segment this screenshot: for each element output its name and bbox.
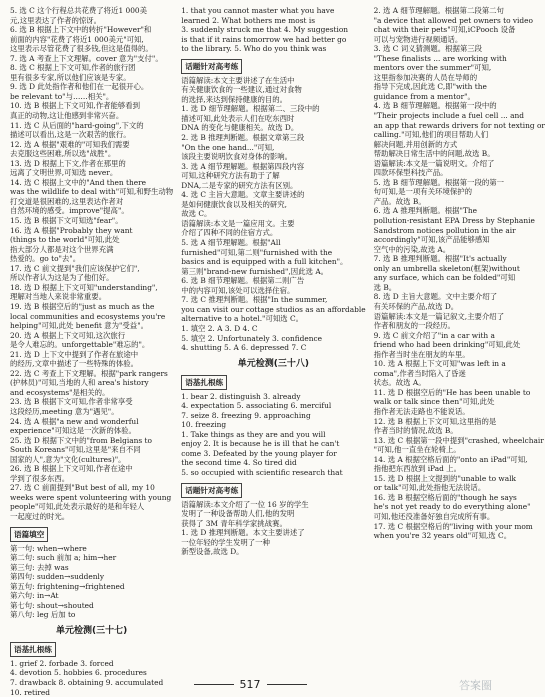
answer-line: 作者和朋友的一段经历。 bbox=[373, 321, 455, 331]
answer-line: alternative to a hotel."可知选 C。 bbox=[181, 314, 304, 324]
answer-line: 1. grief 2. forbade 3. forced bbox=[10, 658, 114, 668]
answer-line: 第三句: 去掉 was bbox=[10, 562, 69, 572]
answer-line: and ecosystems"是相关的。 bbox=[10, 387, 110, 397]
answer-line: 可知,他还没准备好独自完成所有事。 bbox=[373, 511, 495, 521]
answer-line: 8. 选 D 主旨大意题。文中主要介绍了 bbox=[373, 292, 498, 302]
answer-line: South Koreans"可知,这里是"来自不同 bbox=[10, 445, 141, 455]
answer-line: you can visit our cottage studios as an affordable bbox=[181, 304, 366, 314]
answer-line: (护林员)"可知,当地的人和 area's history bbox=[10, 378, 149, 388]
answer-line: 12. 选 A 根据"艰难的"可知我们需要 bbox=[10, 139, 130, 149]
answer-line: 语篇解读:本文是一篇应用文。主要 bbox=[181, 218, 295, 228]
answer-line: 前面的内容"花费了将近1 000美元"可知, bbox=[10, 34, 144, 44]
unit-title: 单元检测(三十八) bbox=[237, 358, 310, 369]
answer-line: 第六句: in→At bbox=[10, 591, 59, 601]
answer-line: the second time 4. So tired did bbox=[181, 458, 297, 468]
answer-line: 元,这里表达了作者的惊讶。 bbox=[10, 15, 102, 25]
answer-line: 4. 选 B 细节理解题。根据第一段中的 bbox=[373, 101, 497, 111]
answer-line: 6. 选 B 细节理解题。根据第二则广告 bbox=[181, 276, 305, 286]
answer-line: 11. 选 D 根据空后的"He has been unable to bbox=[373, 387, 531, 397]
answer-line: 16. 选 B 根据空格后面的"though he says bbox=[373, 492, 517, 502]
section-header: 话题针对高考练 bbox=[181, 483, 242, 498]
answer-line: 产品。故选 B。 bbox=[373, 196, 426, 206]
answer-line: 第二句: such 前加 a; him→her bbox=[10, 553, 117, 563]
answer-line: DNA 的变化与健康相关。故选 D。 bbox=[181, 123, 299, 133]
answer-line: 5. 选 B 细节理解题。根据第一段的第一 bbox=[373, 177, 505, 187]
answer-line: "Their projects include a fuel cell ... and bbox=[373, 111, 525, 121]
answer-line: 2. 选 A 细节理解题。根据第二段第二句 bbox=[373, 6, 504, 15]
answer-line: weeks were spent volunteering with young bbox=[10, 492, 172, 502]
page-footer bbox=[0, 678, 500, 691]
answer-line: 23. 选 B 根据下文可知,作者非常享受 bbox=[10, 397, 133, 407]
answer-line: "These finalists ... are working with bbox=[373, 53, 507, 63]
answer-line: 描述可以看出,这是一次艰苦的旅行。 bbox=[10, 130, 131, 140]
answer-line: 远离了文明世界,可知选 never。 bbox=[10, 168, 118, 178]
answer-line: 1. 填空 2. A 3. D 4. C bbox=[181, 323, 258, 333]
column-left bbox=[10, 6, 174, 697]
answer-line: 作者当时的情况,故选 B。 bbox=[373, 426, 458, 436]
answer-line: 故选 C。 bbox=[181, 209, 212, 219]
answer-line: helping"可知,此处 benefit 意为"受益"。 bbox=[10, 321, 148, 331]
answer-line: 空气中的污染,故选 A。 bbox=[373, 244, 451, 254]
answer-line: calling."可知,他们的项目帮助人们 bbox=[373, 130, 489, 140]
answer-line: friend who had been drinking"可知,此处 bbox=[373, 340, 521, 350]
answer-line: 一起度过的时光。 bbox=[10, 511, 70, 521]
answer-line: 可以与宠物进行视频通话。 bbox=[373, 34, 463, 44]
answer-line: 第一句: when→where bbox=[10, 543, 87, 553]
unit-title: 单元检测(三十七) bbox=[55, 625, 128, 636]
page-number: 517 bbox=[239, 678, 261, 691]
answer-line: 10. 选 B 根据上下文可知,作者能够看到 bbox=[10, 101, 141, 111]
answer-line: 3. 选 A 细节理解题。根据第四段内容 bbox=[181, 161, 305, 171]
answer-line: 1. that you cannot master what you have bbox=[181, 6, 335, 15]
answer-line: Sandstrom notices pollution in the air bbox=[373, 225, 516, 235]
answer-line: 指作者无法走路也不能说话。 bbox=[373, 406, 470, 416]
answer-line: he's not yet ready to do everything alone" bbox=[373, 502, 531, 512]
answer-line: basics and is equipped with a full kitchen"。 bbox=[181, 257, 348, 267]
answer-line: come 3. Defeated by the young player for bbox=[181, 448, 337, 458]
answer-line: 3. 选 C 词义猜测题。根据第三段 bbox=[373, 44, 483, 54]
answer-line: 14. 选 A 根据空格后面的"onto an iPad"可知, bbox=[373, 454, 528, 464]
answer-line: "a device that allowed pet owners to video bbox=[373, 15, 533, 25]
answer-line: 里有很多专家,所以他们应该是专家。 bbox=[10, 72, 131, 82]
answer-line: 指导下完成,因此选 C,即"with the bbox=[373, 82, 487, 92]
answer-line: coma",作者当时陷入了昏迷 bbox=[373, 368, 466, 378]
answer-line: only an umbrella skeleton(框架)without bbox=[373, 263, 520, 273]
answer-line: 是令人难忘的。unforgettable"难忘的"。 bbox=[10, 340, 150, 350]
answer-line: local communities and ecosystems you're bbox=[10, 311, 166, 321]
answer-line: 自然环境的感受。improve"提高"。 bbox=[10, 206, 129, 216]
answer-line: 6. 选 B 根据上下文中的转折"However"和 bbox=[10, 25, 152, 35]
answer-line: 4. 选 C 主旨大意题。文章主要讲述的 bbox=[181, 190, 305, 200]
answer-line: 5. 填空 2. Unfortunately 3. confidence bbox=[181, 333, 323, 343]
answer-line: was the wildlife to deal with"可知,和野生动物 bbox=[10, 187, 174, 197]
answer-line: 语篇解读:本文是一篇说明文。介绍了 bbox=[373, 158, 495, 168]
answer-line: 12. 选 B 根据上下文可知,这里指的是 bbox=[373, 416, 497, 426]
answer-line: 状态。故选 A。 bbox=[373, 378, 426, 388]
answer-line: to the library. 5. Who do you think was bbox=[181, 44, 327, 54]
answer-line: 10. retired bbox=[10, 687, 50, 697]
column-middle bbox=[181, 6, 365, 656]
answer-line: 1. 选 D 推理判断题。本文主要讲述了 bbox=[181, 528, 305, 538]
answer-line: chat with their pets"可知,iCPooch 设备 bbox=[373, 25, 516, 35]
answer-line: 4. shutting 5. A 6. depressed 7. C bbox=[181, 343, 307, 353]
section-header: 语基扎根练 bbox=[10, 642, 56, 657]
answer-line: 10. freezing bbox=[181, 420, 227, 430]
answer-line: 的选择,来达到保持健康的目的。 bbox=[181, 94, 288, 104]
answer-line: 打交道是很困难的,这里表达作者对 bbox=[10, 196, 124, 206]
answer-line: 这里指参加决赛的人员在导师的 bbox=[373, 72, 478, 82]
column-right bbox=[374, 6, 545, 656]
answer-line: learned 2. What bothers me most is bbox=[181, 15, 315, 25]
answer-line: 16. 选 A 根据"Probably they want bbox=[10, 225, 133, 235]
answer-line: 24. 选 A 根据"a new and wonderful bbox=[10, 416, 139, 426]
answer-line: 1. Take things as they are and you will bbox=[181, 429, 326, 439]
answer-line: 7. drawback 8. obtaining 9. accumulated bbox=[10, 678, 164, 687]
answer-line: 17. 选 C 前文提到"我们应该保护它们", bbox=[10, 263, 140, 273]
answer-line: pollution-resistant EPA Dress by Stephanie bbox=[373, 216, 535, 226]
answer-line: 26. 选 B 根据上下文可知,作者在途中 bbox=[10, 464, 133, 474]
answer-line: 13. 选 C 根据第一段中提到"crashed, wheelchair bbox=[373, 435, 544, 445]
answer-line: 指作者当时坐在朋友的车里。 bbox=[373, 349, 470, 359]
answer-line: 20. 选 A 根据上下文可知,这次旅行 bbox=[10, 330, 126, 340]
answer-line: 第五句: frightening→frightened bbox=[10, 581, 125, 591]
answer-line: 的经历,文章中描述了一些特殊的体验。 bbox=[10, 359, 138, 369]
answer-line: 第八句: leg 后加 to bbox=[10, 610, 76, 620]
answer-line: 25. 选 D 根据下文中的"from Belgians to bbox=[10, 435, 152, 445]
answer-line: when you're 32 years old"可知,选 C。 bbox=[373, 531, 512, 541]
section-header: 话题针对高考练 bbox=[181, 59, 242, 74]
answer-line: 学到了很多东西。 bbox=[10, 473, 70, 483]
answer-line: 27. 选 C 前面提到"But best of all, my 10 bbox=[10, 483, 155, 493]
answer-line: be relevant to"与……相关"。 bbox=[10, 91, 114, 101]
answer-line: 13. 选 D 根据上下文,作者在那里的 bbox=[10, 158, 126, 168]
answer-line: 帮助解决日常生活中的问题,故选 B。 bbox=[373, 149, 495, 159]
answer-line: 4. expectation 5. associating 6. merciful bbox=[181, 401, 332, 411]
answer-line: 15. 选 B 根据下文可知选"fear"。 bbox=[10, 216, 123, 226]
answer-line: "可知,他一直坐在轮椅上。 bbox=[373, 445, 461, 455]
answer-line: accordingly"可知,该产品能够感知 bbox=[373, 235, 490, 245]
answer-line: 指他把东西放到 iPad 上。 bbox=[373, 464, 461, 474]
answer-line: 22. 选 C 考查上下文理解。根据"park rangers bbox=[10, 368, 168, 378]
answer-line: 所以作者认为这是为了他们好。 bbox=[10, 273, 114, 283]
answer-line: 8. 选 C 根据上下文可知,作者的旅行团 bbox=[10, 63, 136, 73]
answer-line: 7. seize 8. freezing 9. approaching bbox=[181, 410, 311, 420]
answer-line: 热爱的。go to"去"。 bbox=[10, 254, 81, 264]
answer-line: (things to the world"可知,此处 bbox=[10, 235, 120, 245]
answer-line: 17. 选 C 根据空格后的"living with your mom bbox=[373, 521, 533, 531]
answer-line: 语篇解读:本文介绍了一位 16 岁的学生 bbox=[181, 499, 309, 509]
answer-line: 10. 选 A 根据上下文可知"was left in a bbox=[373, 359, 506, 369]
answer-line: is that if it rains tomorrow we had better go bbox=[181, 34, 347, 44]
answer-line: 解决问题,并用创新的方式 bbox=[373, 139, 458, 149]
answer-line: 21. 选 D 上下文中提到了作者在旅途中 bbox=[10, 349, 139, 359]
answer-line: 这里表示尽管花费了很多钱,但这是值得的。 bbox=[10, 44, 153, 54]
answer-line: walk or talk since then"可知,此处 bbox=[373, 397, 495, 407]
answer-line: 3. suddenly struck me that 4. My suggestion bbox=[181, 25, 349, 35]
answer-line: 19. 选 B 根据空后的"just as much as the bbox=[10, 301, 155, 311]
answer-line: 4. devotion 5. hobbies 6. procedures bbox=[10, 668, 147, 678]
answer-line: 指大部分人都是对这个世界充满 bbox=[10, 244, 114, 254]
answer-line: mentors over the summer"可知, bbox=[373, 63, 492, 73]
answer-line: 介绍了四种不同的住宿方式。 bbox=[181, 228, 278, 238]
answer-line: 中的内容可知,该处可以选择住宿。 bbox=[181, 285, 295, 295]
answer-line: an app that rewards drivers for not texting or bbox=[373, 120, 545, 130]
answer-line: 9. 选 C 前文介绍了"in a car with a bbox=[373, 330, 495, 340]
answer-line: 可知,这种研究方法有助于了解 bbox=[181, 171, 280, 181]
answer-line: 四款环保型科技产品。 bbox=[373, 168, 448, 178]
answer-line: 6. 选 A 推理判断题。根据"The bbox=[373, 206, 478, 216]
answer-line: 第四句: sudden→suddenly bbox=[10, 572, 105, 582]
answer-line: 一位年轻的学生发明了一种 bbox=[181, 537, 270, 547]
answer-line: 语篇解读:本文是一篇记叙文,主要介绍了 bbox=[373, 311, 505, 321]
answer-line: 1. bear 2. distinguish 3. already bbox=[181, 391, 301, 401]
answer-line: "On the one hand..."可知, bbox=[181, 142, 275, 152]
answer-line: 是如何健康饮食以及相关的研究, bbox=[181, 199, 288, 209]
answer-line: any surface, which can be folded"可知 bbox=[373, 273, 516, 283]
answer-line: furnished"可知,第二则"furnished with the bbox=[181, 247, 333, 257]
answer-line: 7. 选 C 推理判断题。根据"In the summer, bbox=[181, 295, 328, 305]
answer-line: 有关环保的产品,故选 D。 bbox=[373, 301, 459, 311]
answer-line: 18. 选 D 根据上下文可知"understanding", bbox=[10, 282, 158, 292]
answer-line: 5. so occupied with scientific research that bbox=[181, 467, 343, 477]
answer-line: or talk"可知,此处指他无法说话。 bbox=[373, 483, 486, 493]
answer-line: 5. 选 C 这个行程总共花费了将近1 000美 bbox=[10, 6, 147, 15]
answer-line: 2. 选 B 推理判断题。根据文章第三段 bbox=[181, 133, 305, 143]
answer-line: guidance from a mentor"。 bbox=[373, 91, 475, 101]
answer-line: 第七句: shout→shouted bbox=[10, 600, 94, 610]
answer-line: 5. 选 A 细节理解题。根据"All bbox=[181, 238, 281, 248]
answer-line: 真正的动物,这让他感到非常兴奋。 bbox=[10, 111, 124, 121]
answer-line: 新型设备,故选 D。 bbox=[181, 547, 244, 557]
watermark-logo: 答案圈 bbox=[459, 679, 492, 692]
answer-line: 语篇解读:本文主要讲述了在生活中 bbox=[181, 75, 295, 85]
answer-line: 描述可知,此处表示人们在吃东西时 bbox=[181, 113, 295, 123]
answer-line: 14. 选 C 根据上文中的"And then there bbox=[10, 177, 146, 187]
answer-line: 有关健康饮食的一些建议,通过对食物 bbox=[181, 85, 302, 95]
answer-line: 15. 选 D 根据上文提到的"unable to walk bbox=[373, 473, 516, 483]
answer-line: 第三则"brand-new furnished",因此选 A。 bbox=[181, 266, 329, 276]
section-header: 语篇填空 bbox=[10, 527, 48, 542]
answer-line: 国家的人",意为"文化(cultures)"。 bbox=[10, 454, 126, 464]
answer-line: 选 B。 bbox=[373, 282, 397, 292]
answer-line: 该段主要说明饮食对身体的影响。 bbox=[181, 152, 293, 162]
answer-line: DNA,二是专家的研究方法有区别。 bbox=[181, 180, 298, 190]
answer-line: 句可知,是一项有关环境保护的 bbox=[373, 187, 473, 197]
answer-line: 1. 选 D 细节理解题。根据第二、三段中的 bbox=[181, 104, 320, 114]
answer-line: 7. 选 B 推理判断题。根据"It's actually bbox=[373, 254, 507, 264]
answer-line: 7. 选 A 考查上下文理解。cover 意为"支付"。 bbox=[10, 53, 163, 63]
answer-line: 9. 选 D 此处指作者和他们在一起很开心。 bbox=[10, 82, 149, 92]
answer-line: 发明了一种设备帮助人们,他的发明 bbox=[181, 509, 295, 519]
answer-line: experience"可知这是一次新的体验。 bbox=[10, 426, 136, 436]
section-header: 语基扎根练 bbox=[181, 375, 227, 390]
answer-line: 获得了 3M 青年科学家挑战赛。 bbox=[181, 518, 287, 528]
answer-line: enjoy 2. It is because he is ill that he can't bbox=[181, 439, 340, 449]
answer-line: 这段经历,meeting 意为"遇见"。 bbox=[10, 406, 119, 416]
answer-line: 去克服这些困难,所以选"战胜"。 bbox=[10, 149, 116, 159]
answer-line: 11. 选 C 从后面的"hard-going",下文的 bbox=[10, 120, 144, 130]
answer-line: 理解对当地人来说非常重要。 bbox=[10, 292, 107, 302]
answer-line: people"可知,此处表示最好的是和年轻人 bbox=[10, 502, 145, 512]
